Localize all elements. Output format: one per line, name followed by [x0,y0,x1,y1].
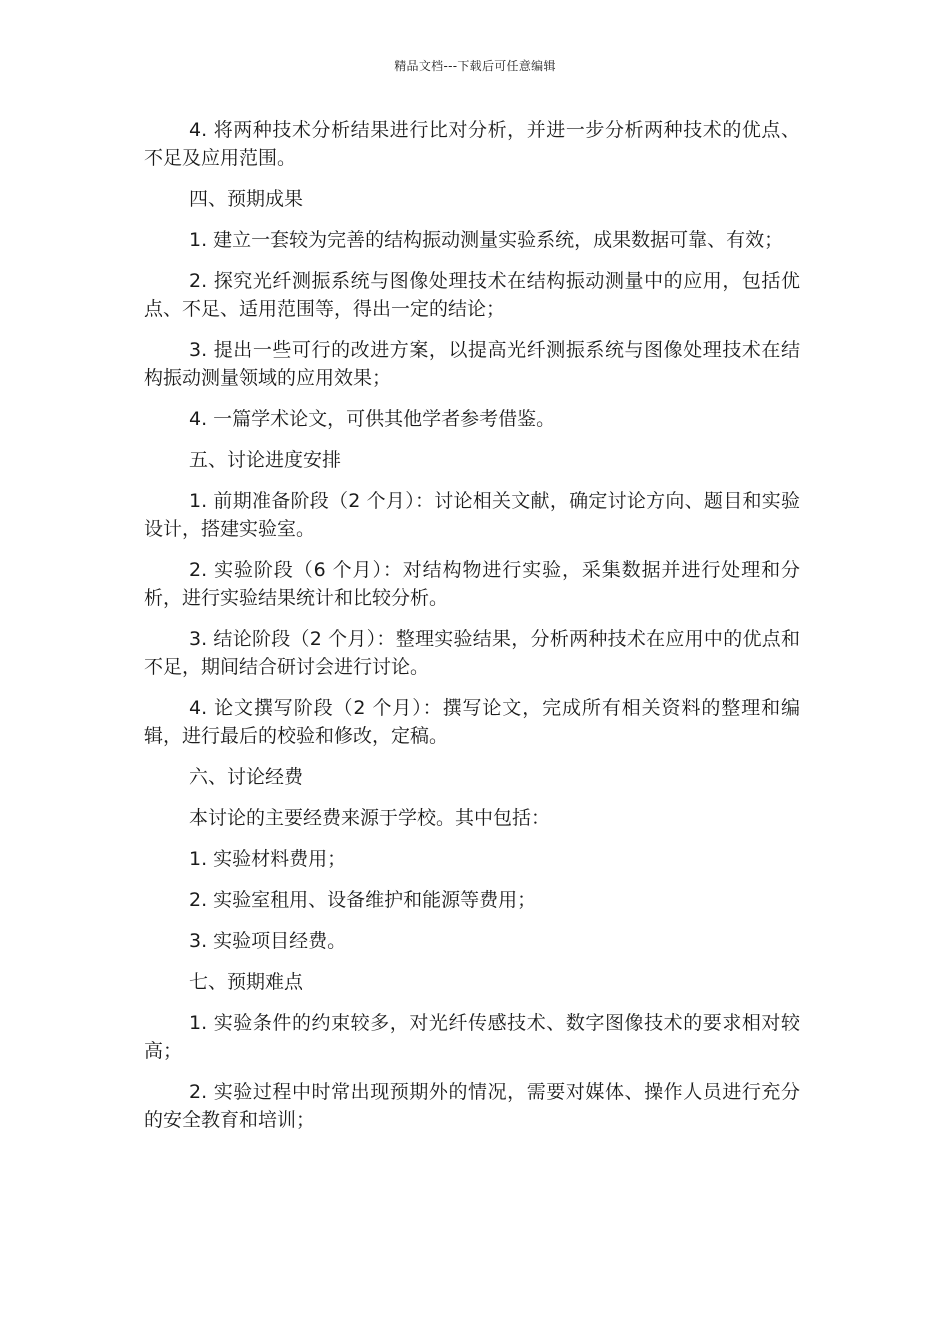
section-heading-schedule: 五、讨论进度安排 [189,449,342,471]
paragraph-item-4-comparison: 4. 将两种技术分析结果进行比对分析，并进一步分析两种技术的优点、不足及应用范围。 [144,119,800,169]
paragraph-difficulty-2: 2. 实验过程中时常出现预期外的情况，需要对媒体、操作人员进行充分的安全教育和培训； [144,1081,800,1131]
paragraph-schedule-4: 4. 论文撰写阶段（2 个月）：撰写论文，完成所有相关资料的整理和编辑，进行最后的校验和修改，定稿。 [144,697,800,747]
paragraph-schedule-3: 3. 结论阶段（2 个月）：整理实验结果，分析两种技术在应用中的优点和不足，期间结合研讨会进行讨论。 [144,628,800,678]
paragraph-result-2: 2. 探究光纤测振系统与图像处理技术在结构振动测量中的应用，包括优点、不足、适用范围等，得出一定的结论； [144,270,800,320]
paragraph-funding-3: 3. 实验项目经费。 [189,930,347,952]
paragraph-funding-2: 2. 实验室租用、设备维护和能源等费用； [189,889,537,911]
paragraph-result-1: 1. 建立一套较为完善的结构振动测量实验系统，成果数据可靠、有效； [189,229,784,251]
paragraph-schedule-2: 2. 实验阶段（6 个月）：对结构物进行实验，采集数据并进行处理和分析，进行实验结果统计和比较分析。 [144,559,800,609]
paragraph-result-3: 3. 提出一些可行的改进方案，以提高光纤测振系统与图像处理技术在结构振动测量领域的应用效果； [144,339,800,389]
section-heading-difficulties: 七、预期难点 [189,971,304,993]
paragraph-difficulty-1: 1. 实验条件的约束较多，对光纤传感技术、数字图像技术的要求相对较高； [144,1012,800,1062]
page-header: 精品文档---下载后可任意编辑 [394,59,556,73]
paragraph-result-4: 4. 一篇学术论文，可供其他学者参考借鉴。 [189,408,556,430]
section-heading-expected-results: 四、预期成果 [189,188,304,210]
paragraph-schedule-1: 1. 前期准备阶段（2 个月）：讨论相关文献，确定讨论方向、题目和实验设计，搭建实验室。 [144,490,800,540]
paragraph-funding-intro: 本讨论的主要经费来源于学校。其中包括： [189,807,551,829]
document-body [144,116,800,1147]
section-heading-funding: 六、讨论经费 [189,766,304,788]
paragraph-funding-1: 1. 实验材料费用； [189,848,347,870]
